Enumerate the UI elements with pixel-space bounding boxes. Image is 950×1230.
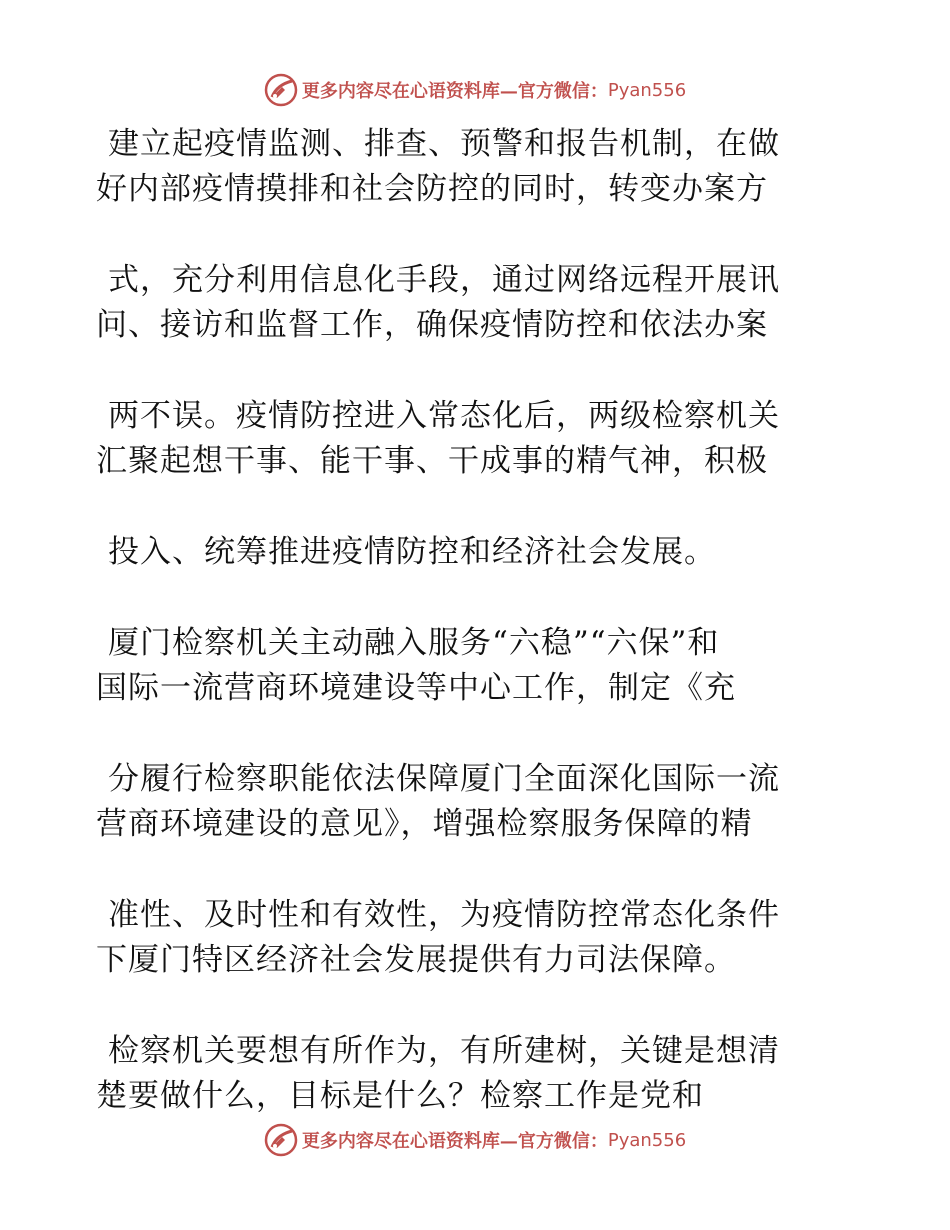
text-line: 两不误。疫情防控进入常态化后，两级检察机关 — [108, 398, 780, 434]
text-line: 国际一流营商环境建设等中心工作，制定《充 — [96, 670, 736, 706]
text-line: 汇聚起想干事、能干事、干成事的精气神，积极 — [96, 443, 768, 479]
paragraph — [96, 757, 856, 847]
footer-banner-wechat: Pyan556 — [607, 1129, 687, 1151]
paragraph — [96, 122, 856, 212]
paragraph — [96, 258, 856, 348]
text-line: 好内部疫情摸排和社会防控的同时，转变办案方 — [96, 171, 768, 207]
header-banner — [0, 70, 950, 110]
pen-logo-icon — [264, 73, 298, 107]
header-banner-text: 更多内容尽在心语资料库—官方微信： — [301, 81, 608, 102]
footer-banner — [0, 1120, 950, 1160]
text-line: 建立起疫情监测、排查、预警和报告机制，在做 — [108, 126, 780, 162]
text-line: 投入、统筹推进疫情防控和经济社会发展。 — [108, 534, 716, 570]
document-body — [96, 122, 856, 1119]
text-line: 厦门检察机关主动融入服务“六稳”“六保”和 — [108, 625, 720, 661]
paragraph — [96, 394, 856, 484]
paragraph — [96, 530, 856, 575]
paragraph — [96, 1029, 856, 1119]
text-line: 检察机关要想有所作为，有所建树，关键是想清 — [108, 1033, 780, 1069]
text-line: 准性、及时性和有效性，为疫情防控常态化条件 — [108, 897, 780, 933]
pen-logo-icon — [264, 1123, 298, 1157]
text-line: 式，充分利用信息化手段，通过网络远程开展讯 — [108, 262, 780, 298]
text-line: 分履行检察职能依法保障厦门全面深化国际一流 — [108, 761, 780, 797]
footer-banner-text: 更多内容尽在心语资料库—官方微信： — [301, 1131, 608, 1152]
text-line: 下厦门特区经济社会发展提供有力司法保障。 — [96, 942, 736, 978]
text-line: 楚要做什么，目标是什么？检察工作是党和 — [96, 1078, 704, 1114]
header-banner-wechat: Pyan556 — [607, 79, 687, 101]
text-line: 问、接访和监督工作，确保疫情防控和依法办案 — [96, 307, 768, 343]
text-line: 营商环境建设的意见》，增强检察服务保障的精 — [96, 806, 753, 842]
paragraph — [96, 893, 856, 983]
paragraph — [96, 621, 856, 711]
